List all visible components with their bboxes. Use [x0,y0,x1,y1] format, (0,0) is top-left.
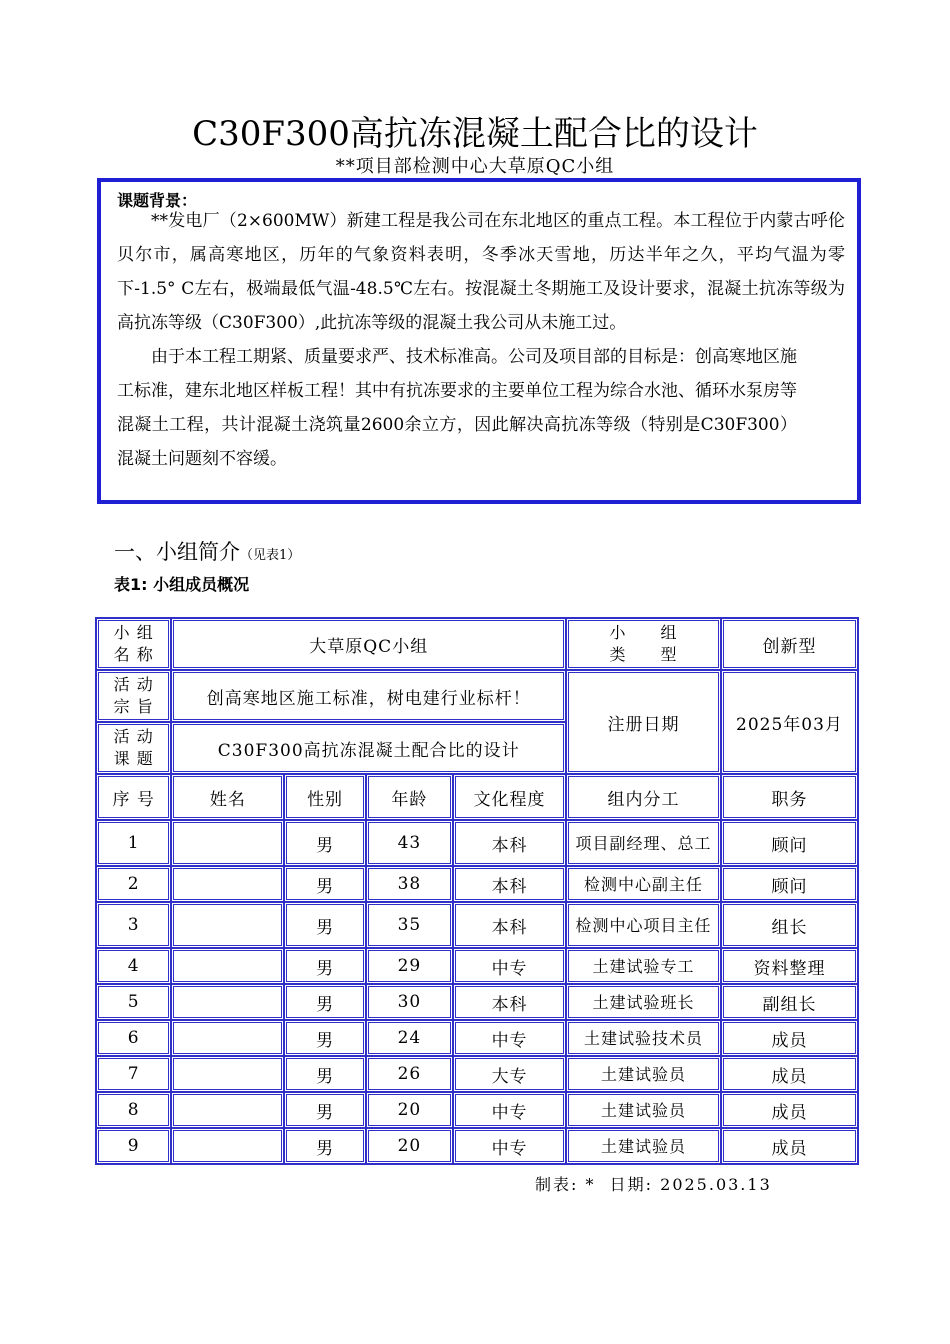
table-caption: 表1: 小组成员概况 [114,575,250,594]
background-paragraph-2: 由于本工程工期紧、质量要求严、技术标准高。公司及项目部的目标是：创高寒地区施工标准，建东北地区样板工程！其中有抗冻要求的主要单位工程为综合水池、循环水泵房等混凝土工程，共计混凝土浇筑量2600余立方，因此解决高抗冻等级（特别是C30F300）混凝土问题刻不容缓。 [117,347,797,469]
group-type-value: 创新型 [721,618,858,670]
member-role: 土建试验班长 [566,984,721,1020]
member-age: 20 [366,1092,453,1128]
member-name [171,820,284,866]
col-header-education: 文化程度 [453,774,566,820]
member-education: 本科 [453,820,566,866]
purpose-value: 创高寒地区施工标准，树电建行业标杆！ [171,670,566,722]
member-gender: 男 [284,1056,365,1092]
member-name [171,902,284,948]
member-gender: 男 [284,866,365,902]
member-gender: 男 [284,902,365,948]
member-role: 检测中心项目主任 [566,902,721,948]
topic-value: C30F300高抗冻混凝土配合比的设计 [171,722,566,774]
table-row [96,902,858,948]
member-gender: 男 [284,984,365,1020]
member-role: 检测中心副主任 [566,866,721,902]
table-row [96,1020,858,1056]
col-header-gender: 性别 [284,774,365,820]
member-education: 大专 [453,1056,566,1092]
member-education: 中专 [453,1092,566,1128]
member-no: 4 [96,948,171,984]
member-age: 20 [366,1128,453,1164]
group-type-label: 小 组 类 型 [566,618,721,670]
table-row [96,866,858,902]
background-text [117,204,845,476]
section-note: （见表1） [240,548,301,563]
member-title: 成员 [721,1020,858,1056]
col-header-role: 组内分工 [566,774,721,820]
members-table [95,617,859,1165]
member-no: 6 [96,1020,171,1056]
member-title: 成员 [721,1092,858,1128]
col-header-no: 序 号 [96,774,171,820]
member-title: 组长 [721,902,858,948]
member-name [171,1020,284,1056]
table-row [96,820,858,866]
col-header-age: 年龄 [366,774,453,820]
member-gender: 男 [284,1020,365,1056]
member-gender: 男 [284,820,365,866]
purpose-label: 活 动 宗 旨 [96,670,171,722]
table-row [96,1128,858,1164]
col-header-title: 职务 [721,774,858,820]
section-title: 一、小组简介 [114,540,240,564]
member-title: 资料整理 [721,948,858,984]
background-paragraph-1: **发电厂（2×600MW）新建工程是我公司在东北地区的重点工程。本工程位于内蒙古呼伦贝尔市，属高寒地区，历年的气象资料表明，冬季冰天雪地，历达半年之久，平均气温为零下-1.5° C左右，极端最低气温-48.5℃左右。按混凝土冬期施工及设计要求，混凝土抗冻等级为高抗冻等级（C30F300）,此抗冻等级的混凝土我公司从未施工过。 [117,211,845,333]
member-gender: 男 [284,948,365,984]
member-age: 30 [366,984,453,1020]
member-title: 顾问 [721,866,858,902]
section-heading [114,536,300,566]
member-name [171,1128,284,1164]
member-age: 43 [366,820,453,866]
made-by: 制表: * [535,1175,596,1194]
col-header-name: 姓名 [171,774,284,820]
member-education: 本科 [453,866,566,902]
member-education: 中专 [453,948,566,984]
member-age: 26 [366,1056,453,1092]
member-title: 副组长 [721,984,858,1020]
member-role: 土建试验专工 [566,948,721,984]
footer-date: 日期: 2025.03.13 [609,1175,772,1194]
member-education: 中专 [453,1020,566,1056]
table-row [96,1092,858,1128]
table-row [96,948,858,984]
member-age: 38 [366,866,453,902]
table-row [96,1056,858,1092]
member-no: 3 [96,902,171,948]
member-no: 7 [96,1056,171,1092]
table-row [96,984,858,1020]
member-age: 24 [366,1020,453,1056]
member-gender: 男 [284,1092,365,1128]
member-education: 中专 [453,1128,566,1164]
member-role: 土建试验员 [566,1128,721,1164]
member-name [171,984,284,1020]
member-name [171,866,284,902]
register-date-label: 注册日期 [566,670,721,774]
member-role: 土建试验员 [566,1056,721,1092]
member-role: 项目副经理、总工 [566,820,721,866]
document-title: C30F300高抗冻混凝土配合比的设计 [192,114,758,154]
member-name [171,948,284,984]
member-role: 土建试验技术员 [566,1020,721,1056]
background-heading: 课题背景： [117,191,198,210]
group-name-label: 小 组 名 称 [96,618,171,670]
group-name-value: 大草原QC小组 [171,618,566,670]
table-row [96,670,858,722]
member-no: 9 [96,1128,171,1164]
member-no: 1 [96,820,171,866]
member-gender: 男 [284,1128,365,1164]
member-no: 5 [96,984,171,1020]
table-header-row [96,774,858,820]
member-education: 本科 [453,984,566,1020]
background-box [97,178,861,504]
member-no: 8 [96,1092,171,1128]
member-role: 土建试验员 [566,1092,721,1128]
member-no: 2 [96,866,171,902]
member-age: 35 [366,902,453,948]
table-footer [535,1172,772,1195]
member-title: 成员 [721,1056,858,1092]
member-title: 顾问 [721,820,858,866]
member-name [171,1092,284,1128]
member-education: 本科 [453,902,566,948]
topic-label: 活 动 课 题 [96,722,171,774]
member-age: 29 [366,948,453,984]
table-row [96,618,858,670]
member-title: 成员 [721,1128,858,1164]
register-date-value: 2025年03月 [721,670,858,774]
member-name [171,1056,284,1092]
document-subtitle: **项目部检测中心大草原QC小组 [335,156,615,177]
